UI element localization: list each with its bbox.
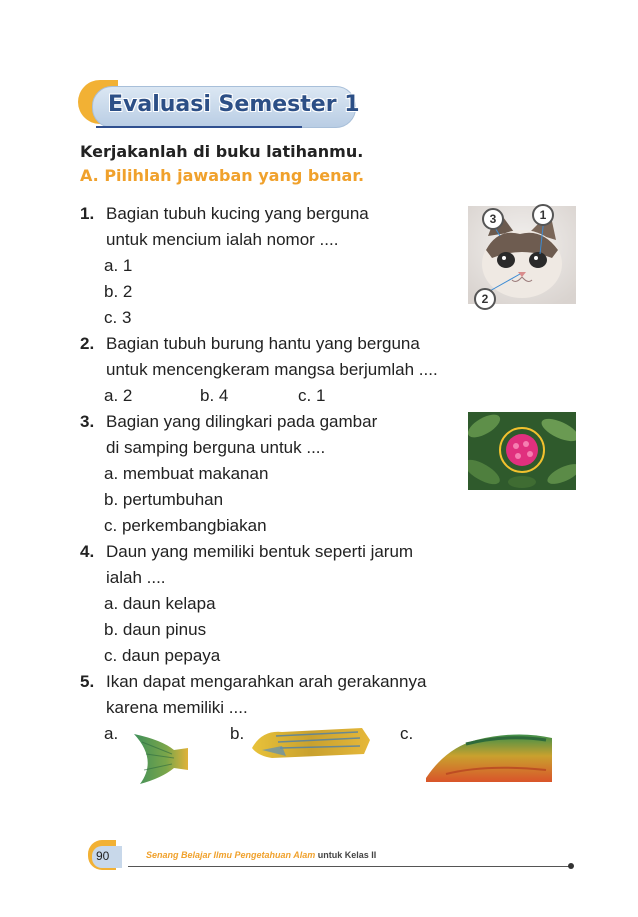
answer-option: a. 2	[104, 386, 133, 405]
fish-dorsal-fin-image	[252, 726, 370, 760]
question-text: untuk mencengkeram mangsa berjumlah ....	[106, 360, 438, 379]
question-text: ialah ....	[106, 568, 166, 587]
question-number: 3.	[80, 412, 95, 431]
page-title: Evaluasi Semester 1	[108, 92, 360, 117]
answer-option: b. 4	[200, 386, 229, 405]
label-badge: 2	[474, 288, 496, 310]
fish-body-fin-image	[426, 730, 552, 782]
footer-book-name: Senang Belajar Ilmu Pengetahuan Alam	[146, 850, 316, 860]
header-underline	[96, 126, 302, 128]
question-number: 5.	[80, 672, 95, 691]
page-number: 90	[96, 849, 110, 863]
answer-option: c. 1	[298, 386, 326, 405]
question-text: Bagian yang dilingkari pada gambar	[106, 412, 378, 431]
footer-dot	[568, 863, 574, 869]
question-text: Daun yang memiliki bentuk seperti jarum	[106, 542, 414, 561]
question-text: di samping berguna untuk ....	[106, 438, 326, 457]
question-text: untuk mencium ialah nomor ....	[106, 230, 339, 249]
label-badge: 1	[532, 204, 554, 226]
question-text: karena memiliki ....	[106, 698, 248, 717]
question-text: Bagian tubuh burung hantu yang berguna	[106, 334, 420, 353]
answer-option: b. pertumbuhan	[104, 490, 224, 509]
answer-option: c. 3	[104, 308, 132, 327]
question-number: 4.	[80, 542, 95, 561]
footer-line	[128, 866, 572, 867]
question-text: Bagian tubuh kucing yang berguna	[106, 204, 369, 223]
answer-option: a.	[104, 724, 119, 743]
answer-option: b. 2	[104, 282, 133, 301]
footer-book-suffix: untuk Kelas II	[317, 850, 377, 860]
footer-book-title	[146, 850, 376, 860]
question-number: 1.	[80, 204, 95, 223]
answer-option: a. membuat makanan	[104, 464, 269, 483]
fish-tail-fin-image	[132, 730, 190, 786]
answer-option: a. daun kelapa	[104, 594, 216, 613]
label-badge: 3	[482, 208, 504, 230]
answer-option: b.	[230, 724, 245, 743]
flower-photo	[468, 412, 576, 490]
answer-option: c. perkembangbiakan	[104, 516, 267, 535]
answer-option: a. 1	[104, 256, 133, 275]
answer-option: c. daun pepaya	[104, 646, 221, 665]
question-number: 2.	[80, 334, 95, 353]
answer-option: b. daun pinus	[104, 620, 207, 639]
question-text: Ikan dapat mengarahkan arah gerakannya	[106, 672, 427, 691]
answer-option: c.	[400, 724, 414, 743]
section-heading: A. Pilihlah jawaban yang benar.	[80, 166, 365, 185]
instruction: Kerjakanlah di buku latihanmu.	[80, 142, 364, 161]
